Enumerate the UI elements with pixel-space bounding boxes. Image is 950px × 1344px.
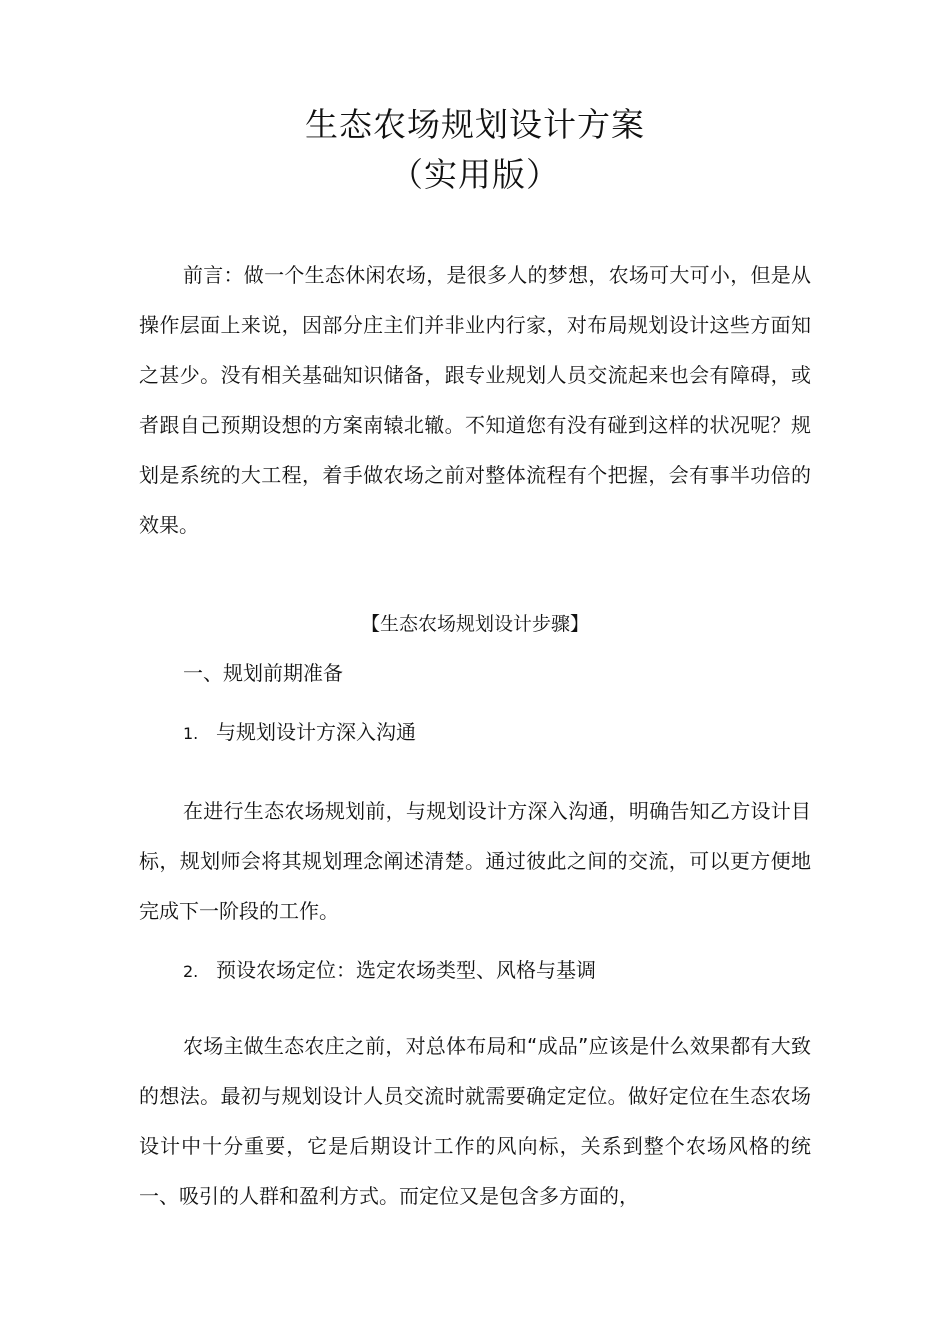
- document-title: 生态农场规划设计方案: [305, 105, 645, 144]
- item2-title: 预设农场定位：选定农场类型、风格与基调: [216, 958, 596, 982]
- item2-heading: [183, 955, 596, 987]
- item1-number: 1.: [183, 724, 199, 743]
- item1-paragraph: 在进行生态农场规划前，与规划设计方深入沟通，明确告知乙方设计目标，规划师会将其规划理念阐述清楚。通过彼此之间的交流，可以更方便地完成下一阶段的工作。: [139, 799, 811, 923]
- item1-title: 与规划设计方深入沟通: [216, 720, 416, 744]
- preface-paragraph: 前言：做一个生态休闲农场，是很多人的梦想，农场可大可小，但是从操作层面上来说，因部分庄主们并非业内行家，对布局规划设计这些方面知之甚少。没有相关基础知识储备，跟专业规划人员交流起来也会有障碍，或者跟自己预期设想的方案南辕北辙。不知道您有没有碰到这样的状况呢？规划是系统的大工程，着手做农场之前对整体流程有个把握，会有事半功倍的效果。: [139, 263, 811, 537]
- document-subtitle: （实用版）: [390, 155, 560, 194]
- item2-paragraph: 农场主做生态农庄之前，对总体布局和“成品”应该是什么效果都有大致的想法。最初与规划设计人员交流时就需要确定定位。做好定位在生态农场设计中十分重要，它是后期设计工作的风向标，关系到整个农场风格的统一、吸引的人群和盈利方式。而定位又是包含多方面的，: [139, 1034, 811, 1208]
- part1-heading: 一、规划前期准备: [183, 661, 343, 685]
- item1-heading: [183, 717, 416, 749]
- section-heading: 【生态农场规划设计步骤】: [360, 613, 589, 635]
- item2-number: 2.: [183, 962, 199, 981]
